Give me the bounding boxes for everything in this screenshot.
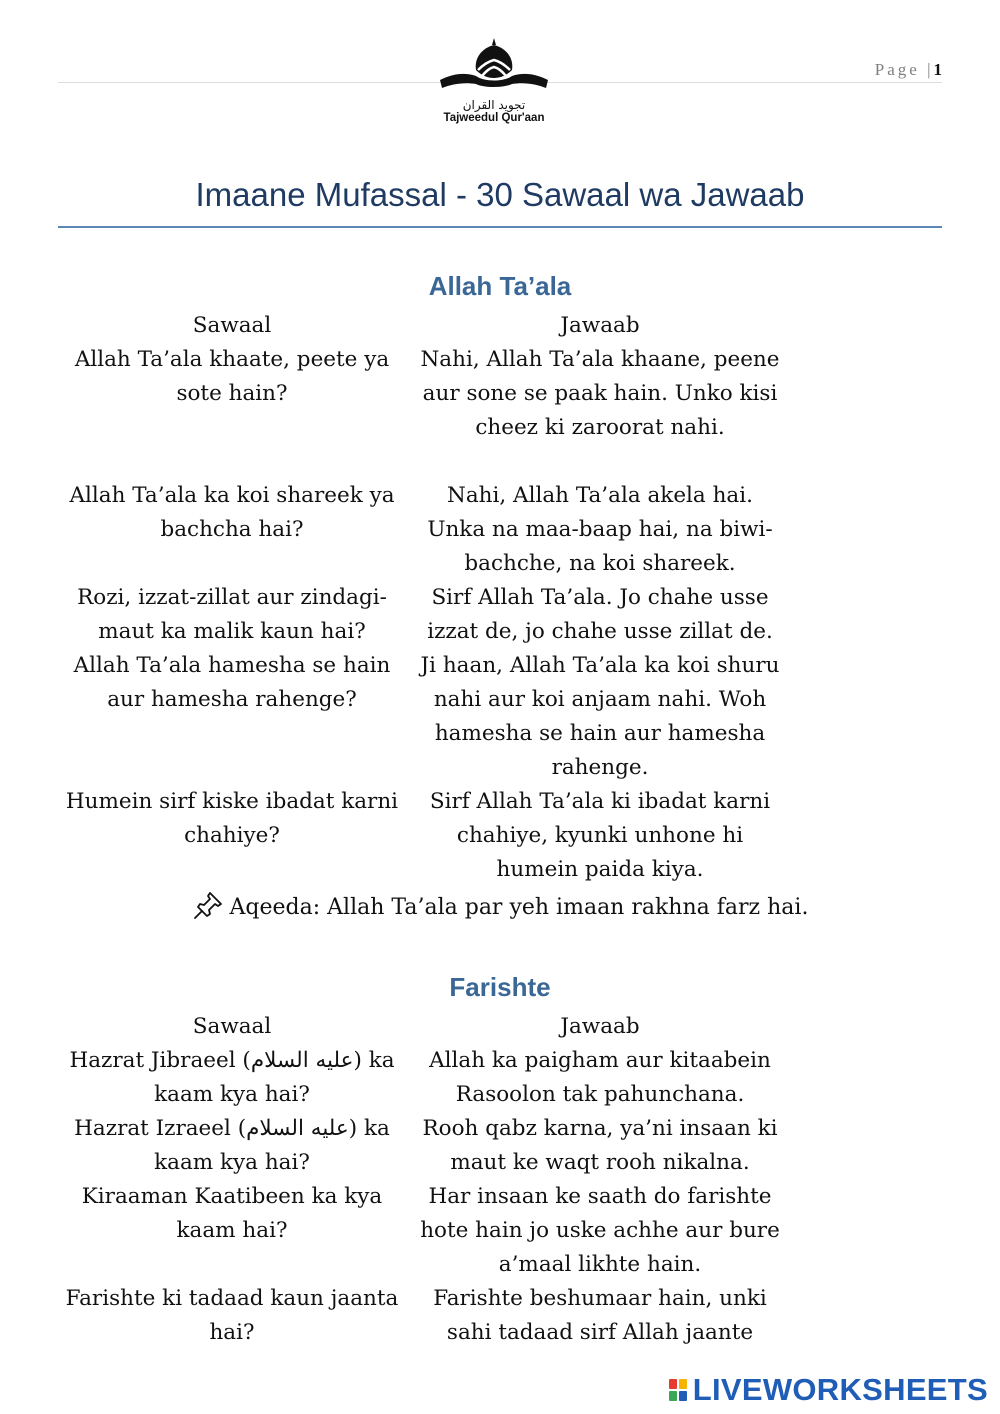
answer: Har insaan ke saath do farishte hote hain jo uske achhe aur bure a’maal likhte hain. [420,1184,780,1277]
aqeeda-note [0,890,1000,926]
section-title: Allah Ta’ala [428,271,572,301]
qa-table [0,1010,1000,1350]
column-header-sawaal: Sawaal [192,1014,272,1039]
answer: Sirf Allah Ta’ala. Jo chahe usse izzat de, jo chahe usse zillat de. [427,585,773,644]
answer: Allah ka paigham aur kitaabein Rasoolon tak pahunchana. [429,1048,771,1107]
answer: Rooh qabz karna, ya’ni insaan ki maut ke waqt rooh nikalna. [422,1116,778,1175]
qa-row [0,785,1000,887]
column-header-sawaal: Sawaal [192,313,272,338]
page-number: Page |1 [874,60,942,79]
column-header-jawaab: Jawaab [560,1014,640,1039]
answer: Farishte beshumaar hain, unki sahi tadaad sirf Allah jaante [433,1286,767,1345]
logo-text: Tajweedul Qur'aan [443,112,545,124]
pushpin-icon [192,890,224,920]
qa-row [0,649,1000,785]
question: Allah Ta’ala hamesha se hain aur hamesha rahenge? [73,653,391,712]
title-underline [58,226,942,228]
logo-arabic-text: تجويد القران [462,98,526,112]
qa-header-row [0,309,1000,343]
question: Hazrat Jibraeel (عليه السلام) ka kaam kya hai? [69,1048,395,1107]
answer: Nahi, Allah Ta’ala akela hai. Unka na maa-baap hai, na biwi-bachche, na koi shareek. [427,483,773,576]
page-label: Page [874,60,920,79]
answer: Nahi, Allah Ta’ala khaane, peene aur sone se paak hain. Unko kisi cheez ki zaroorat nahi. [420,347,780,440]
question: Hazrat Izraeel (عليه السلام) ka kaam kya hai? [74,1116,390,1175]
aqeeda-text: Aqeeda: Allah Ta’ala par yeh imaan rakhna farz hai. [229,895,809,920]
question: Rozi, izzat-zillat aur zindagi-maut ka malik kaun hai? [77,585,387,644]
page-number-value: 1 [933,60,942,79]
page-title: Imaane Mufassal - 30 Sawaal wa Jawaab [195,176,805,213]
logo [438,36,550,124]
mosque-dome-icon [438,36,550,98]
liveworksheets-brand[interactable] [669,1372,988,1408]
question: Farishte ki tadaad kaun jaanta hai? [65,1286,399,1345]
column-header-jawaab: Jawaab [560,313,640,338]
question: Allah Ta’ala khaate, peete ya sote hain? [74,347,390,406]
section-title: Farishte [449,972,551,1002]
liveworksheets-text: LIVEWORKSHEETS [692,1372,988,1407]
qa-row [0,1180,1000,1282]
qa-row [0,1112,1000,1180]
qa-row [0,1282,1000,1350]
question: Allah Ta’ala ka koi shareek ya bachcha hai? [69,483,395,542]
qa-table [0,309,1000,887]
qa-row [0,343,1000,479]
question: Humein sirf kiske ibadat karni chahiye? [65,789,399,848]
qa-row [0,479,1000,581]
qa-row [0,581,1000,649]
qa-header-row [0,1010,1000,1044]
qa-row [0,1044,1000,1112]
liveworksheets-logo-icon [669,1379,687,1401]
question: Kiraaman Kaatibeen ka kya kaam hai? [81,1184,383,1243]
answer: Ji haan, Allah Ta’ala ka koi shuru nahi aur koi anjaam nahi. Woh hamesha se hain aur hamesha rahenge. [420,653,780,780]
answer: Sirf Allah Ta’ala ki ibadat karni chahiye, kyunki unhone hi humein paida kiya. [429,789,771,882]
